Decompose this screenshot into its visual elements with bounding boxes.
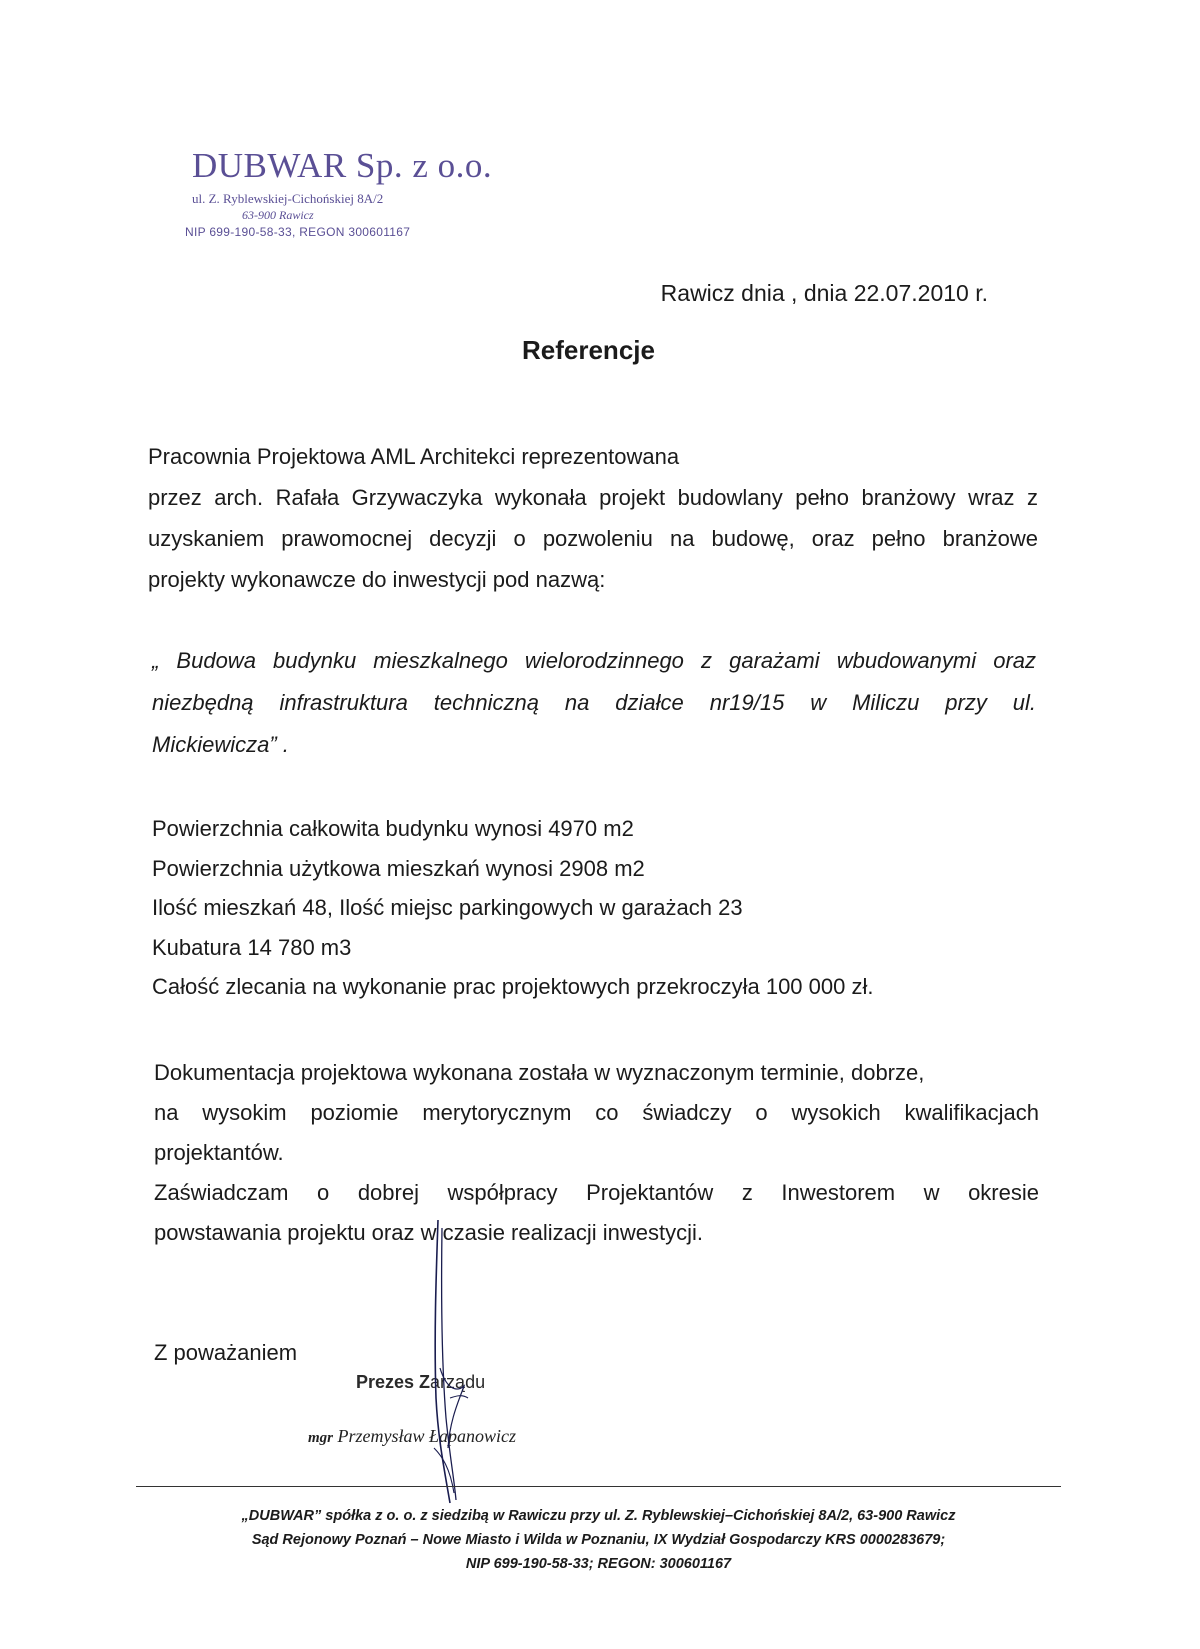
handwritten-signature — [420, 1218, 490, 1508]
quote-line-3: Mickiewicza” . — [152, 732, 289, 757]
footer-line-3: NIP 699-190-58-33; REGON: 300601167 — [465, 1556, 732, 1572]
signoff: Z poważaniem — [154, 1340, 298, 1365]
stamp-city: 63-900 Rawicz — [242, 208, 314, 222]
fact-usable-area: Powierzchnia użytkowa mieszkań wynosi 2908 m2 — [152, 856, 645, 881]
closing-line-1: Dokumentacja projektowa wykonana została w wyznaczonym terminie, dobrze, — [154, 1060, 925, 1085]
signature-prefix: mgr — [308, 1430, 334, 1446]
intro-line-2: przez arch. Rafała Grzywaczyka wykonała projekt budowlany pełno branżowy wraz z — [148, 485, 1038, 510]
closing-line-3: projektantów. — [154, 1140, 284, 1165]
fact-apartments: Ilość mieszkań 48, Ilość miejsc parkingowych w garażach 23 — [152, 895, 743, 920]
closing-line-4: Zaświadczam o dobrej współpracy Projektantów z Inwestorem w okresie — [154, 1180, 1039, 1205]
fact-contract-value: Całość zlecania na wykonanie prac projektowych przekroczyła 100 000 zł. — [152, 974, 874, 999]
fact-volume: Kubatura 14 780 m3 — [152, 935, 352, 960]
page-title: Referencje — [522, 335, 655, 365]
stamp-street: ul. Z. Ryblewskiej-Cichońskiej 8A/2 — [192, 191, 384, 206]
fact-total-area: Powierzchnia całkowita budynku wynosi 4970 m2 — [152, 816, 634, 841]
footer-divider — [136, 1486, 1061, 1487]
signature-role-bold: Prezes Z — [356, 1372, 431, 1392]
signature-role-rest: arządu — [430, 1372, 486, 1392]
date-line: Rawicz dnia , dnia 22.07.2010 r. — [660, 280, 988, 306]
closing-line-5: powstawania projektu oraz w czasie realizacji inwestycji. — [154, 1220, 704, 1245]
footer-line-1: „DUBWAR” spółka z o. o. z siedzibą w Rawiczu przy ul. Z. Ryblewskiej–Cichońskiej 8A/2, 63-900 Rawicz — [241, 1508, 956, 1524]
quote-line-1: „ Budowa budynku mieszkalnego wielorodzinnego z garażami wbudowanymi oraz — [152, 648, 1036, 673]
footer-line-2: Sąd Rejonowy Poznań – Nowe Miasto i Wilda w Poznaniu, IX Wydział Gospodarczy KRS 0000283679; — [251, 1532, 946, 1548]
closing-line-2: na wysokim poziomie merytorycznym co świadczy o wysokich kwalifikacjach — [154, 1100, 1039, 1125]
signature-name: Przemysław Łapanowicz — [337, 1426, 517, 1446]
quote-line-2: niezbędną infrastruktura techniczną na działce nr19/15 w Miliczu przy ul. — [152, 690, 1036, 715]
intro-line-3: uzyskaniem prawomocnej decyzji o pozwoleniu na budowę, oraz pełno branżowe — [148, 526, 1038, 551]
stamp-company-name: DUBWAR Sp. z o.o. — [192, 146, 493, 185]
intro-line-4: projekty wykonawcze do inwestycji pod nazwą: — [148, 567, 606, 592]
stamp-ids: NIP 699-190-58-33, REGON 300601167 — [185, 225, 411, 239]
intro-line-1: Pracownia Projektowa AML Architekci reprezentowana — [148, 444, 680, 469]
